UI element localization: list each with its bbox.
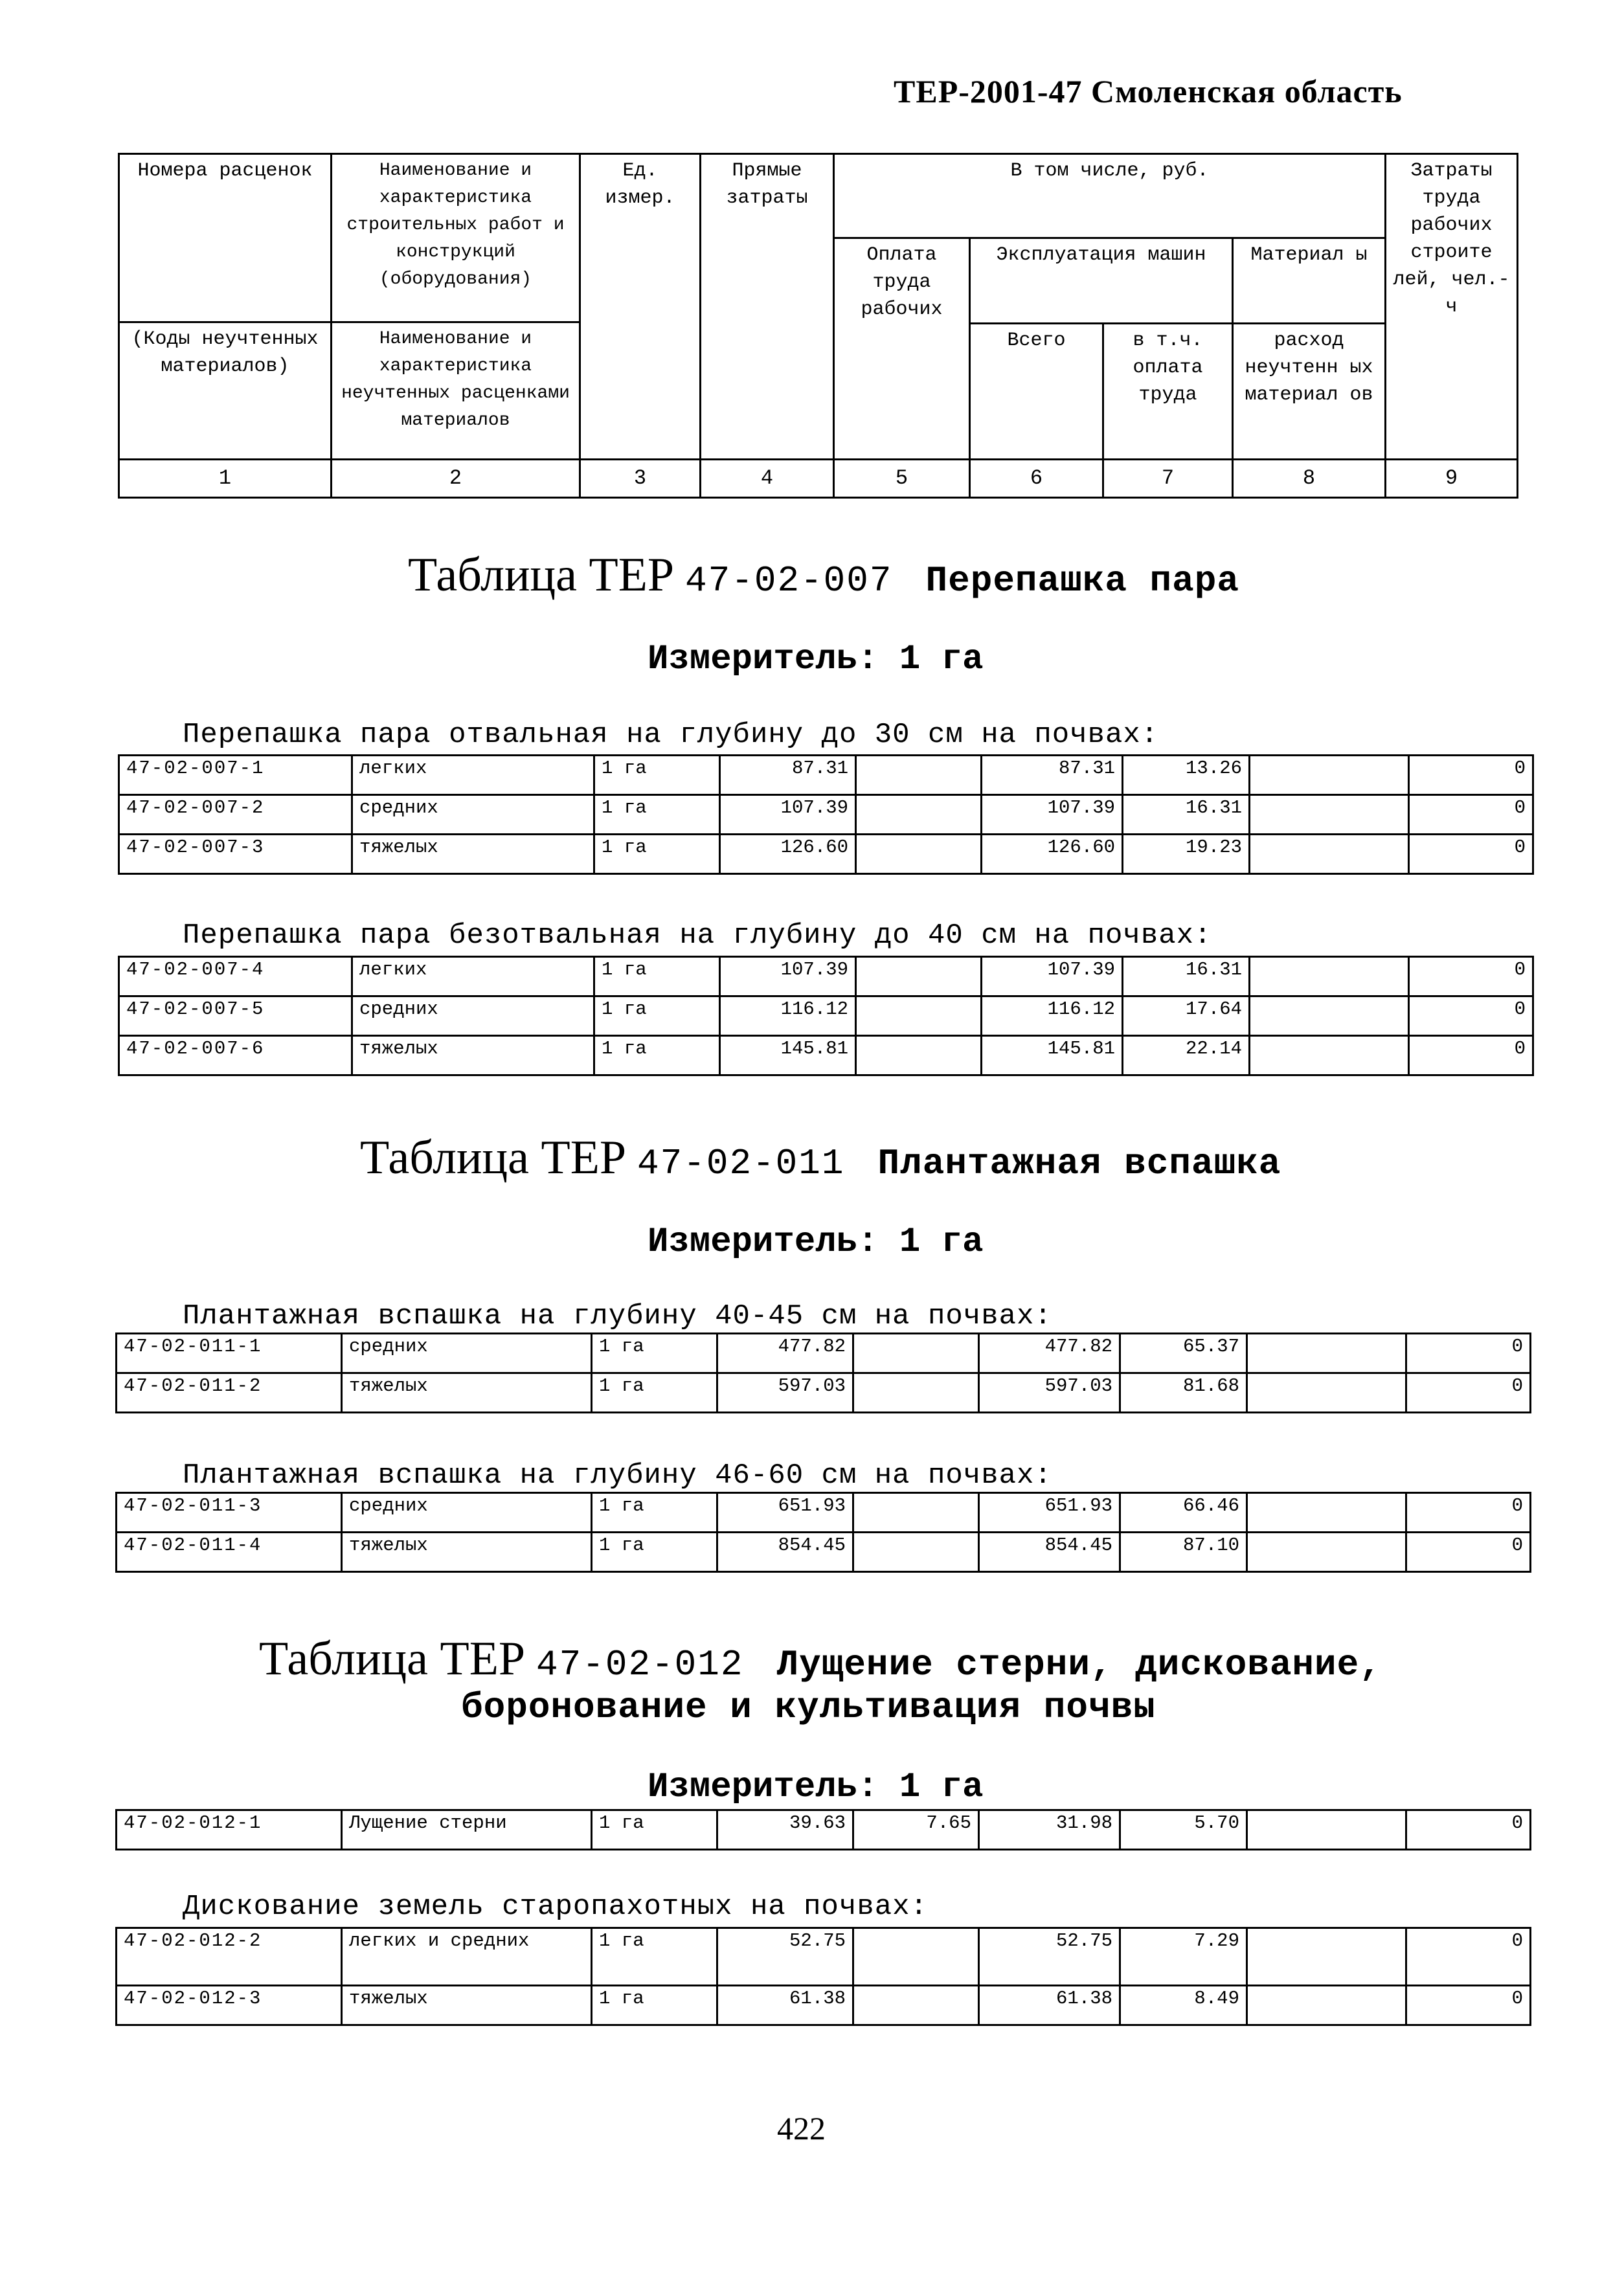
group-caption: Дискование земель старопахотных на почвах: (183, 1891, 928, 1923)
rate-name: тяжелых (342, 1986, 592, 2025)
table-title-text: Плантажная вспашка (877, 1143, 1281, 1184)
rate-code: 47-02-007-4 (119, 957, 352, 996)
col-num: 1 (119, 460, 332, 498)
rate-unit: 1 га (592, 1334, 717, 1373)
materials (1250, 957, 1409, 996)
rate-code: 47-02-007-2 (119, 795, 352, 835)
col-num: 6 (970, 460, 1103, 498)
rate-unit: 1 га (592, 1373, 717, 1413)
materials (1250, 795, 1409, 835)
materials (1247, 1810, 1406, 1850)
machines-labor: 19.23 (1123, 835, 1250, 874)
worker-pay (856, 835, 982, 874)
machines-total: 52.75 (979, 1928, 1120, 1986)
materials (1247, 1493, 1406, 1533)
machines-total: 87.31 (982, 756, 1123, 795)
col-num: 8 (1233, 460, 1386, 498)
rate-unit: 1 га (594, 795, 720, 835)
rate-name: средних (342, 1493, 592, 1533)
machines-total: 597.03 (979, 1373, 1120, 1413)
header-unit: Ед. измер. (580, 154, 701, 460)
rate-name: Лущение стерни (342, 1810, 592, 1850)
measure-unit: Измеритель: 1 га (648, 1768, 984, 1807)
worker-pay (853, 1986, 979, 2025)
direct-costs: 126.60 (720, 835, 856, 874)
rate-unit: 1 га (592, 1986, 717, 2025)
table-row (119, 957, 1533, 996)
worker-pay: 7.65 (853, 1810, 979, 1850)
header-material-names: Наименование и характеристика неучтенных расценками материалов (332, 322, 580, 460)
group-caption: Перепашка пара безотвальная на глубину до 40 см на почвах: (183, 919, 1212, 952)
table-row (119, 835, 1533, 874)
rate-code: 47-02-007-5 (119, 996, 352, 1036)
table-title-lead: Таблица ТЕР (408, 548, 675, 602)
rate-code: 47-02-007-3 (119, 835, 352, 874)
worker-pay (856, 795, 982, 835)
rate-unit: 1 га (594, 957, 720, 996)
worker-pay (853, 1373, 979, 1413)
direct-costs: 854.45 (717, 1533, 853, 1572)
machines-total: 477.82 (979, 1334, 1120, 1373)
worker-pay (856, 756, 982, 795)
rate-code: 47-02-007-6 (119, 1036, 352, 1075)
machines-total: 651.93 (979, 1493, 1120, 1533)
direct-costs: 39.63 (717, 1810, 853, 1850)
labor-hours: 0 (1406, 1533, 1531, 1572)
group-caption: Перепашка пара отвальная на глубину до 30 см на почвах: (183, 719, 1159, 751)
machines-total: 107.39 (982, 957, 1123, 996)
header-codes: Номера расценок (119, 154, 332, 322)
table-row (119, 795, 1533, 835)
table-row (117, 1493, 1531, 1533)
col-num: 3 (580, 460, 701, 498)
rate-name: средних (342, 1334, 592, 1373)
header-worker-pay: Оплата труда рабочих (834, 238, 970, 460)
rates-table (118, 754, 1534, 875)
measure-unit: Измеритель: 1 га (648, 640, 984, 679)
col-num: 2 (332, 460, 580, 498)
table-row (119, 756, 1533, 795)
table-row (117, 1928, 1531, 1986)
direct-costs: 87.31 (720, 756, 856, 795)
labor-hours: 0 (1409, 835, 1533, 874)
table-title-text: Перепашка пара (925, 560, 1239, 602)
machines-labor: 5.70 (1120, 1810, 1247, 1850)
running-header: ТЕР-2001-47 Смоленская область (894, 73, 1403, 109)
table-title-text: Лущение стерни, дискование, (776, 1644, 1382, 1685)
machines-labor: 81.68 (1120, 1373, 1247, 1413)
header-work-name: Наименование и характеристика строительных работ и конструкций (оборудования) (332, 154, 580, 322)
rates-table (115, 1492, 1531, 1573)
rate-name: легких (352, 957, 594, 996)
rate-code: 47-02-012-2 (117, 1928, 342, 1986)
direct-costs: 107.39 (720, 795, 856, 835)
labor-hours: 0 (1409, 795, 1533, 835)
labor-hours: 0 (1406, 1493, 1531, 1533)
machines-total: 126.60 (982, 835, 1123, 874)
labor-hours: 0 (1409, 1036, 1533, 1075)
table-title-code: 47-02-011 (637, 1143, 845, 1184)
rate-name: тяжелых (352, 1036, 594, 1075)
machines-labor: 16.31 (1123, 957, 1250, 996)
direct-costs: 597.03 (717, 1373, 853, 1413)
labor-hours: 0 (1406, 1810, 1531, 1850)
direct-costs: 477.82 (717, 1334, 853, 1373)
labor-hours: 0 (1409, 957, 1533, 996)
rate-name: легких (352, 756, 594, 795)
rate-code: 47-02-007-1 (119, 756, 352, 795)
machines-labor: 17.64 (1123, 996, 1250, 1036)
rate-code: 47-02-011-4 (117, 1533, 342, 1572)
header-material-codes: (Коды неучтенных материалов) (119, 322, 332, 460)
measure-unit: Измеритель: 1 га (648, 1222, 984, 1262)
col-num: 4 (701, 460, 834, 498)
col-num: 7 (1103, 460, 1233, 498)
materials (1247, 1928, 1406, 1986)
table-row (117, 1986, 1531, 2025)
machines-total: 31.98 (979, 1810, 1120, 1850)
rate-code: 47-02-011-2 (117, 1373, 342, 1413)
rate-unit: 1 га (594, 835, 720, 874)
rate-code: 47-02-011-3 (117, 1493, 342, 1533)
rates-table (115, 1333, 1531, 1413)
materials (1250, 996, 1409, 1036)
header-direct-costs: Прямые затраты (701, 154, 834, 460)
machines-labor: 66.46 (1120, 1493, 1247, 1533)
labor-hours: 0 (1406, 1373, 1531, 1413)
machines-labor: 87.10 (1120, 1533, 1247, 1572)
table-row (117, 1334, 1531, 1373)
machines-total: 107.39 (982, 795, 1123, 835)
labor-hours: 0 (1409, 996, 1533, 1036)
table-title-code: 47-02-007 (685, 560, 893, 602)
labor-hours: 0 (1406, 1334, 1531, 1373)
rate-unit: 1 га (592, 1928, 717, 1986)
header-materials: Материал ы (1233, 238, 1386, 324)
rate-unit: 1 га (594, 1036, 720, 1075)
materials (1247, 1334, 1406, 1373)
rates-table (115, 1927, 1531, 2026)
rate-unit: 1 га (594, 756, 720, 795)
header-labor-hours: Затраты труда рабочих строите лей, чел.-ч (1386, 154, 1518, 460)
machines-labor: 65.37 (1120, 1334, 1247, 1373)
col-num: 5 (834, 460, 970, 498)
table-title-lead: Таблица ТЕР (259, 1632, 526, 1685)
machines-total: 145.81 (982, 1036, 1123, 1075)
labor-hours: 0 (1406, 1986, 1531, 2025)
header-including: В том числе, руб. (834, 154, 1386, 238)
rate-code: 47-02-012-1 (117, 1810, 342, 1850)
rate-name: тяжелых (352, 835, 594, 874)
rate-unit: 1 га (592, 1533, 717, 1572)
table-row (117, 1533, 1531, 1572)
machines-labor: 7.29 (1120, 1928, 1247, 1986)
machines-total: 854.45 (979, 1533, 1120, 1572)
table-row (119, 996, 1533, 1036)
rate-unit: 1 га (592, 1810, 717, 1850)
table-title-code: 47-02-012 (536, 1644, 744, 1685)
rate-unit: 1 га (594, 996, 720, 1036)
table-title (408, 548, 1239, 603)
labor-hours: 0 (1406, 1928, 1531, 1986)
worker-pay (853, 1493, 979, 1533)
labor-hours: 0 (1409, 756, 1533, 795)
direct-costs: 116.12 (720, 996, 856, 1036)
rates-table (115, 1809, 1531, 1850)
rate-code: 47-02-012-3 (117, 1986, 342, 2025)
materials (1247, 1533, 1406, 1572)
machines-labor: 16.31 (1123, 795, 1250, 835)
page-number: 422 (777, 2110, 826, 2146)
rate-name: тяжелых (342, 1533, 592, 1572)
group-caption: Плантажная вспашка на глубину 40-45 см на почвах: (183, 1300, 1052, 1333)
worker-pay (856, 996, 982, 1036)
worker-pay (856, 957, 982, 996)
rate-code: 47-02-011-1 (117, 1334, 342, 1373)
worker-pay (853, 1533, 979, 1572)
col-num: 9 (1386, 460, 1518, 498)
table-row (119, 1036, 1533, 1075)
column-header-table (118, 153, 1518, 499)
materials (1250, 1036, 1409, 1075)
rate-name: тяжелых (342, 1373, 592, 1413)
materials (1247, 1986, 1406, 2025)
machines-labor: 13.26 (1123, 756, 1250, 795)
header-machines-total: Всего (970, 324, 1103, 460)
direct-costs: 145.81 (720, 1036, 856, 1075)
table-title (360, 1130, 1281, 1186)
direct-costs: 52.75 (717, 1928, 853, 1986)
header-machines: Эксплуатация машин (970, 238, 1233, 324)
machines-total: 61.38 (979, 1986, 1120, 2025)
machines-labor: 22.14 (1123, 1036, 1250, 1075)
materials (1247, 1373, 1406, 1413)
direct-costs: 107.39 (720, 957, 856, 996)
worker-pay (853, 1334, 979, 1373)
rate-name: средних (352, 996, 594, 1036)
direct-costs: 651.93 (717, 1493, 853, 1533)
group-caption: Плантажная вспашка на глубину 46-60 см на почвах: (183, 1459, 1052, 1492)
header-machines-labor: в т.ч. оплата труда (1103, 324, 1233, 460)
worker-pay (856, 1036, 982, 1075)
table-title-lead: Таблица ТЕР (360, 1131, 627, 1184)
table-row (117, 1373, 1531, 1413)
rate-name: средних (352, 795, 594, 835)
table-title-text-2: боронование и культивация почвы (461, 1687, 1156, 1728)
rates-table (118, 956, 1534, 1076)
materials (1250, 835, 1409, 874)
rate-name: легких и средних (342, 1928, 592, 1986)
machines-labor: 8.49 (1120, 1986, 1247, 2025)
table-title-line2 (461, 1677, 1156, 1728)
machines-total: 116.12 (982, 996, 1123, 1036)
rate-unit: 1 га (592, 1493, 717, 1533)
worker-pay (853, 1928, 979, 1986)
materials (1250, 756, 1409, 795)
direct-costs: 61.38 (717, 1986, 853, 2025)
table-row (117, 1810, 1531, 1850)
header-unaccounted-materials: расход неучтенн ых материал ов (1233, 324, 1386, 460)
